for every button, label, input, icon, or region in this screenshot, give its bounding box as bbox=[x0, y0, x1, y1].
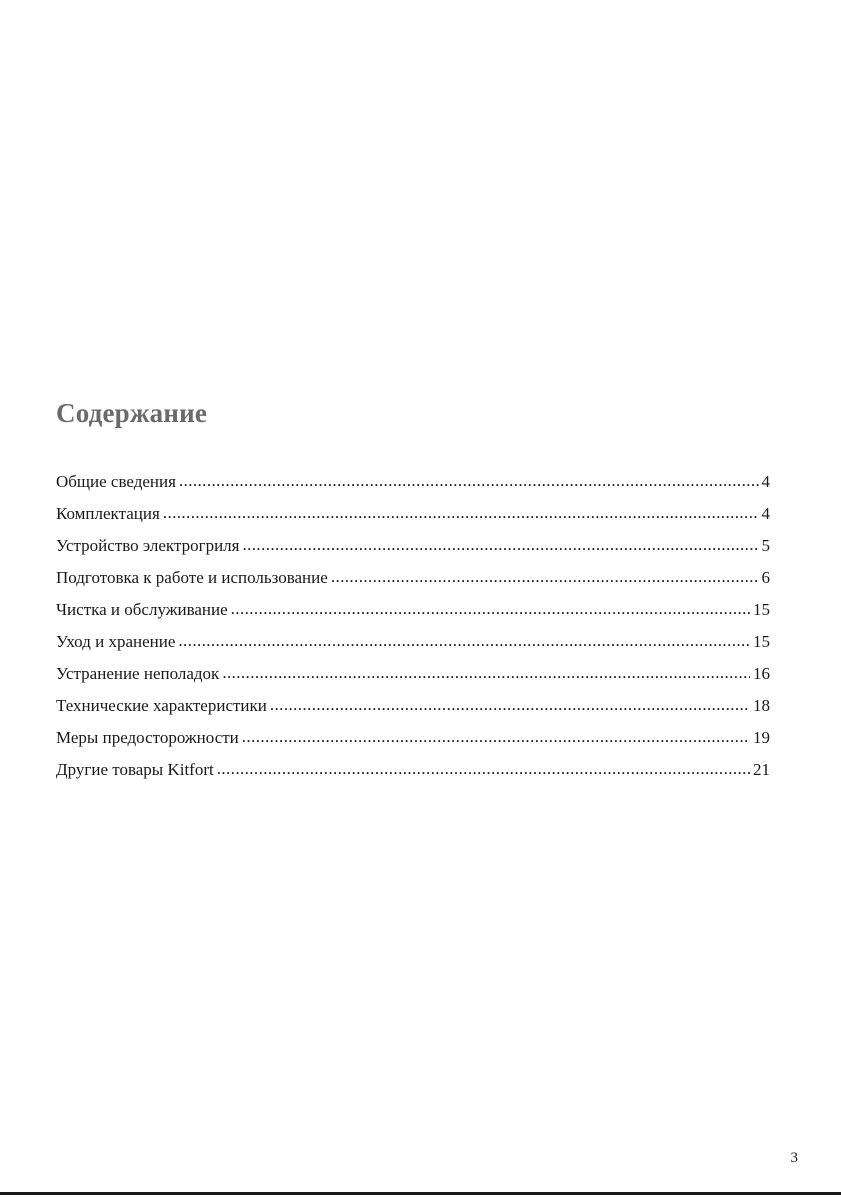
dot-leader bbox=[217, 754, 750, 785]
toc-entry-label: Технические характеристики bbox=[56, 696, 267, 715]
toc-entry-page: 4 bbox=[761, 472, 770, 491]
toc-entry-safety-precautions[interactable] bbox=[56, 722, 770, 754]
toc-entry-label: Меры предосторожности bbox=[56, 728, 239, 747]
dot-leader bbox=[242, 530, 758, 561]
toc-entry-page: 21 bbox=[753, 760, 770, 779]
toc-entry-label: Уход и хранение bbox=[56, 632, 176, 651]
dot-leader bbox=[179, 466, 759, 497]
page-number: 3 bbox=[790, 1150, 798, 1166]
toc-entry-other-products[interactable] bbox=[56, 754, 770, 786]
toc-entry-page: 6 bbox=[761, 568, 770, 587]
toc-entry-package-contents[interactable] bbox=[56, 498, 770, 530]
toc-entry-label: Устранение неполадок bbox=[56, 664, 220, 683]
toc-entry-page: 19 bbox=[753, 728, 770, 747]
toc-entry-page: 15 bbox=[753, 632, 770, 651]
toc-entry-cleaning-and-maintenance[interactable] bbox=[56, 594, 770, 626]
toc-entry-page: 15 bbox=[753, 600, 770, 619]
dot-leader bbox=[178, 626, 750, 657]
page-title: Содержание bbox=[56, 398, 208, 428]
toc-entry-label: Чистка и обслуживание bbox=[56, 600, 228, 619]
toc-entry-device-layout[interactable] bbox=[56, 530, 770, 562]
toc-entry-label: Общие сведения bbox=[56, 472, 176, 491]
toc-entry-page: 5 bbox=[761, 536, 770, 555]
toc-entry-label: Подготовка к работе и использование bbox=[56, 568, 328, 587]
dot-leader bbox=[222, 658, 750, 689]
dot-leader bbox=[331, 562, 759, 593]
dot-leader bbox=[242, 722, 750, 753]
dot-leader bbox=[163, 498, 759, 529]
toc-entry-label: Комплектация bbox=[56, 504, 160, 523]
dot-leader bbox=[231, 594, 750, 625]
toc-entry-troubleshooting[interactable] bbox=[56, 658, 770, 690]
dot-leader bbox=[270, 690, 750, 721]
toc-entry-general-info[interactable] bbox=[56, 466, 770, 498]
toc-entry-page: 18 bbox=[753, 696, 770, 715]
toc-entry-label: Устройство электрогриля bbox=[56, 536, 240, 555]
toc-entry-page: 4 bbox=[761, 504, 770, 523]
table-of-contents bbox=[56, 466, 770, 786]
toc-entry-page: 16 bbox=[753, 664, 770, 683]
toc-entry-preparation-and-use[interactable] bbox=[56, 562, 770, 594]
toc-entry-label: Другие товары Kitfort bbox=[56, 760, 214, 779]
toc-entry-care-and-storage[interactable] bbox=[56, 626, 770, 658]
toc-entry-specifications[interactable] bbox=[56, 690, 770, 722]
bottom-border-rule bbox=[0, 1192, 841, 1195]
